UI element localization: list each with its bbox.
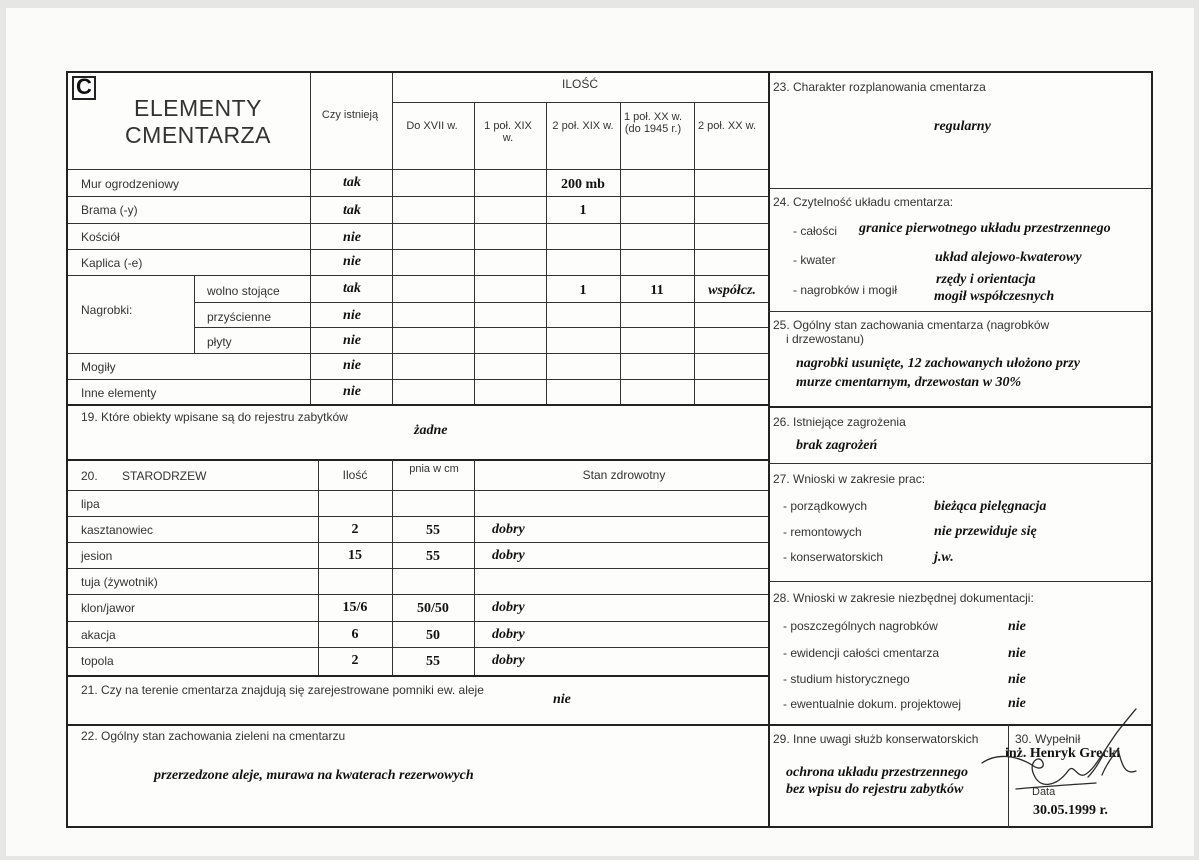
s25-label-1: 25. Ogólny stan zachowania cmentarza (nagrobków xyxy=(773,318,1050,332)
grid-line xyxy=(68,249,768,250)
tree-count: 15/6 xyxy=(342,600,368,615)
s21-value: nie xyxy=(553,692,571,707)
s30-name: inż. Henryk Grecki xyxy=(1005,746,1121,761)
grid-line xyxy=(620,102,621,404)
s25-value-2: murze cmentarnym, drzewostan w 30% xyxy=(796,375,1022,390)
s23-value: regularny xyxy=(934,119,991,134)
grid-line xyxy=(68,647,768,648)
s27-item-3-label: - konserwatorskich xyxy=(783,550,884,564)
qty-mur-2pol-xix: 200 mb xyxy=(561,177,605,192)
grid-line xyxy=(546,102,547,404)
s24-nagrobkow-value-2: mogił współczesnych xyxy=(934,289,1055,304)
tree-health: dobry xyxy=(492,522,525,537)
s24-calosci-value: granice pierwotnego układu przestrzennego xyxy=(859,221,1111,236)
s19-label: 19. Które obiekty wpisane są do rejestru zabytków xyxy=(81,410,348,424)
s20-title: STARODRZEW xyxy=(122,469,207,483)
tree-name: jesion xyxy=(81,549,113,563)
s27-item-1-value: bieżąca pielęgnacja xyxy=(934,499,1047,514)
s28-item-4-value: nie xyxy=(1008,696,1026,711)
s24-kwater-value: układ alejowo-kwaterowy xyxy=(935,250,1082,265)
s30-label: 30. Wypełnił xyxy=(1015,732,1081,746)
grid-line xyxy=(768,463,1153,464)
tree-name: tuja (żywotnik) xyxy=(81,575,158,589)
grid-line xyxy=(68,490,768,491)
grid-line xyxy=(68,404,768,406)
s27-item-2-label: - remontowych xyxy=(783,525,862,539)
row-label-brama: Brama (-y) xyxy=(81,203,138,217)
grid-line xyxy=(68,724,768,726)
s28-item-3-label: - studium historycznego xyxy=(783,672,910,686)
s29-label: 29. Inne uwagi służb konserwatorskich xyxy=(773,732,979,746)
exists-przyscienne: nie xyxy=(343,308,361,323)
s24-kwater-label: - kwater xyxy=(793,253,836,267)
tree-count: 6 xyxy=(351,627,359,642)
s30-date-label: Data xyxy=(1032,786,1056,798)
qty-wolno-1pol-xx: 11 xyxy=(650,283,664,298)
grid-line xyxy=(694,102,695,404)
s30-date: 30.05.1999 r. xyxy=(1033,803,1108,818)
s22-label: 22. Ogólny stan zachowania zieleni na cmentarzu xyxy=(81,729,346,743)
tree-health: dobry xyxy=(492,600,525,615)
row-label-kaplica: Kaplica (-e) xyxy=(81,256,143,270)
exists-brama: tak xyxy=(343,203,361,218)
tree-girth: 50/50 xyxy=(417,601,449,616)
exists-mogily: nie xyxy=(343,358,361,373)
row-label-wolno: wolno stojące xyxy=(207,284,280,298)
grid-line xyxy=(68,223,768,224)
grid-line xyxy=(1008,724,1009,828)
tree-count: 15 xyxy=(348,548,362,563)
s29-value-2: bez wpisu do rejestru zabytków xyxy=(786,782,964,797)
period-header-2: 1 poł. XIX w. xyxy=(484,120,532,144)
grid-line xyxy=(68,594,768,595)
grid-line xyxy=(194,275,195,353)
s28-item-3-value: nie xyxy=(1008,672,1026,687)
title-line-1: ELEMENTY xyxy=(134,95,262,121)
tree-name: topola xyxy=(81,654,114,668)
tree-name: akacja xyxy=(81,628,116,642)
s24-nagrobkow-value-1: rzędy i orientacja xyxy=(936,272,1036,287)
row-label-nagrobki: Nagrobki: xyxy=(81,303,133,317)
exists-plyty: nie xyxy=(343,333,361,348)
grid-line xyxy=(392,102,768,103)
grid-line xyxy=(768,581,1153,582)
s27-item-1-label: - porządkowych xyxy=(783,499,868,513)
grid-line xyxy=(768,406,1153,408)
s28-item-1-label: - poszczególnych nagrobków xyxy=(783,619,938,633)
paper xyxy=(6,8,1194,856)
col-header-exists: Czy istnieją xyxy=(321,109,379,121)
s27-item-2-value: nie przewiduje się xyxy=(934,524,1037,539)
grid-line xyxy=(68,675,768,677)
grid-line xyxy=(68,379,768,380)
col-header-quantity: ILOŚĆ xyxy=(561,77,598,91)
tree-name: kasztanowiec xyxy=(81,523,154,537)
grid-line xyxy=(68,459,768,461)
s28-item-4-label: - ewentualnie dokum. projektowej xyxy=(783,697,962,711)
s24-label: 24. Czytelność układu cmentarza: xyxy=(773,195,954,209)
s28-item-2-label: - ewidencji całości cmentarza xyxy=(783,646,940,660)
grid-line xyxy=(392,73,393,404)
row-label-plyty: płyty xyxy=(207,335,232,349)
grid-line xyxy=(68,169,768,170)
grid-line xyxy=(68,516,768,517)
tree-name: klon/jawor xyxy=(81,601,136,615)
s26-label: 26. Istniejące zagrożenia xyxy=(773,415,906,429)
signature xyxy=(976,705,1152,805)
s27-item-3-value: j.w. xyxy=(934,550,954,565)
qty-wolno-2pol-xix: 1 xyxy=(579,283,587,298)
period-header-1: Do XVII w. xyxy=(406,120,458,132)
corner-letter: C xyxy=(76,74,92,99)
row-label-kosciol: Kościół xyxy=(81,230,120,244)
row-label-mogily: Mogiły xyxy=(81,360,116,374)
s21-label: 21. Czy na terenie cmentarza znajdują się zarejestrowane pomniki ew. aleje xyxy=(81,683,484,697)
s25-label-2: i drzewostanu) xyxy=(786,332,865,346)
record-card xyxy=(66,71,1153,828)
s25-value-1: nagrobki usunięte, 12 zachowanych ułożono przy xyxy=(796,356,1080,371)
s20-col-girth: pnia w cm xyxy=(409,463,459,475)
s20-col-health: Stan zdrowotny xyxy=(582,468,666,482)
qty-brama-2pol-xix: 1 xyxy=(579,203,587,218)
s20-col-count: Ilość xyxy=(342,468,368,482)
grid-line xyxy=(68,275,768,276)
title-line-2: CMENTARZA xyxy=(125,122,271,148)
tree-count: 2 xyxy=(351,522,359,537)
tree-health: dobry xyxy=(492,627,525,642)
period-header-3: 2 poł. XIX w. xyxy=(552,120,614,132)
exists-inne: nie xyxy=(343,384,361,399)
tree-girth: 55 xyxy=(426,523,440,538)
grid-line xyxy=(194,327,768,328)
s20-num: 20. xyxy=(81,469,98,483)
grid-line xyxy=(474,102,475,404)
qty-wolno-2pol-xx: współcz. xyxy=(708,283,756,298)
tree-health: dobry xyxy=(492,653,525,668)
grid-line xyxy=(68,353,768,354)
tree-girth: 55 xyxy=(426,549,440,564)
grid-line xyxy=(474,459,475,675)
grid-line xyxy=(768,188,1153,189)
grid-line xyxy=(68,621,768,622)
grid-line xyxy=(68,542,768,543)
exists-wolno: tak xyxy=(343,281,361,296)
s28-item-1-value: nie xyxy=(1008,619,1026,634)
grid-line xyxy=(768,724,1153,726)
tree-girth: 50 xyxy=(426,628,440,643)
row-label-mur: Mur ogrodzeniowy xyxy=(81,177,180,191)
tree-health: dobry xyxy=(492,548,525,563)
exists-kosciol: nie xyxy=(343,230,361,245)
s28-label: 28. Wnioski w zakresie niezbędnej dokumentacji: xyxy=(773,591,1034,605)
row-label-przyscienne: przyścienne xyxy=(207,310,272,324)
grid-line xyxy=(318,459,319,675)
s23-label: 23. Charakter rozplanowania cmentarza xyxy=(773,80,986,94)
tree-count: 2 xyxy=(351,653,359,668)
tree-name: lipa xyxy=(81,497,100,511)
s24-calosci-label: - całości xyxy=(793,224,838,238)
period-header-5: 2 poł. XX w. xyxy=(697,120,757,132)
s22-value: przerzedzone aleje, murawa na kwaterach rezerwowych xyxy=(154,768,474,783)
s29-value-1: ochrona układu przestrzennego xyxy=(786,765,969,780)
main-divider xyxy=(768,73,770,828)
grid-line xyxy=(392,459,393,675)
grid-line xyxy=(768,311,1153,312)
s24-nagrobkow-label: - nagrobków i mogił xyxy=(793,283,898,297)
row-label-inne: Inne elementy xyxy=(81,386,157,400)
grid-line xyxy=(68,568,768,569)
period-header-4: 1 poł. XX w. (do 1945 r.) xyxy=(623,111,683,135)
s28-item-2-value: nie xyxy=(1008,646,1026,661)
grid-line xyxy=(68,196,768,197)
exists-kaplica: nie xyxy=(343,254,361,269)
tree-girth: 55 xyxy=(426,654,440,669)
grid-line xyxy=(194,302,768,303)
s19-value: żadne xyxy=(414,423,448,438)
grid-line xyxy=(310,73,311,404)
exists-mur: tak xyxy=(343,175,361,190)
s26-value: brak zagrożeń xyxy=(796,438,878,453)
s27-label: 27. Wnioski w zakresie prac: xyxy=(773,472,926,486)
